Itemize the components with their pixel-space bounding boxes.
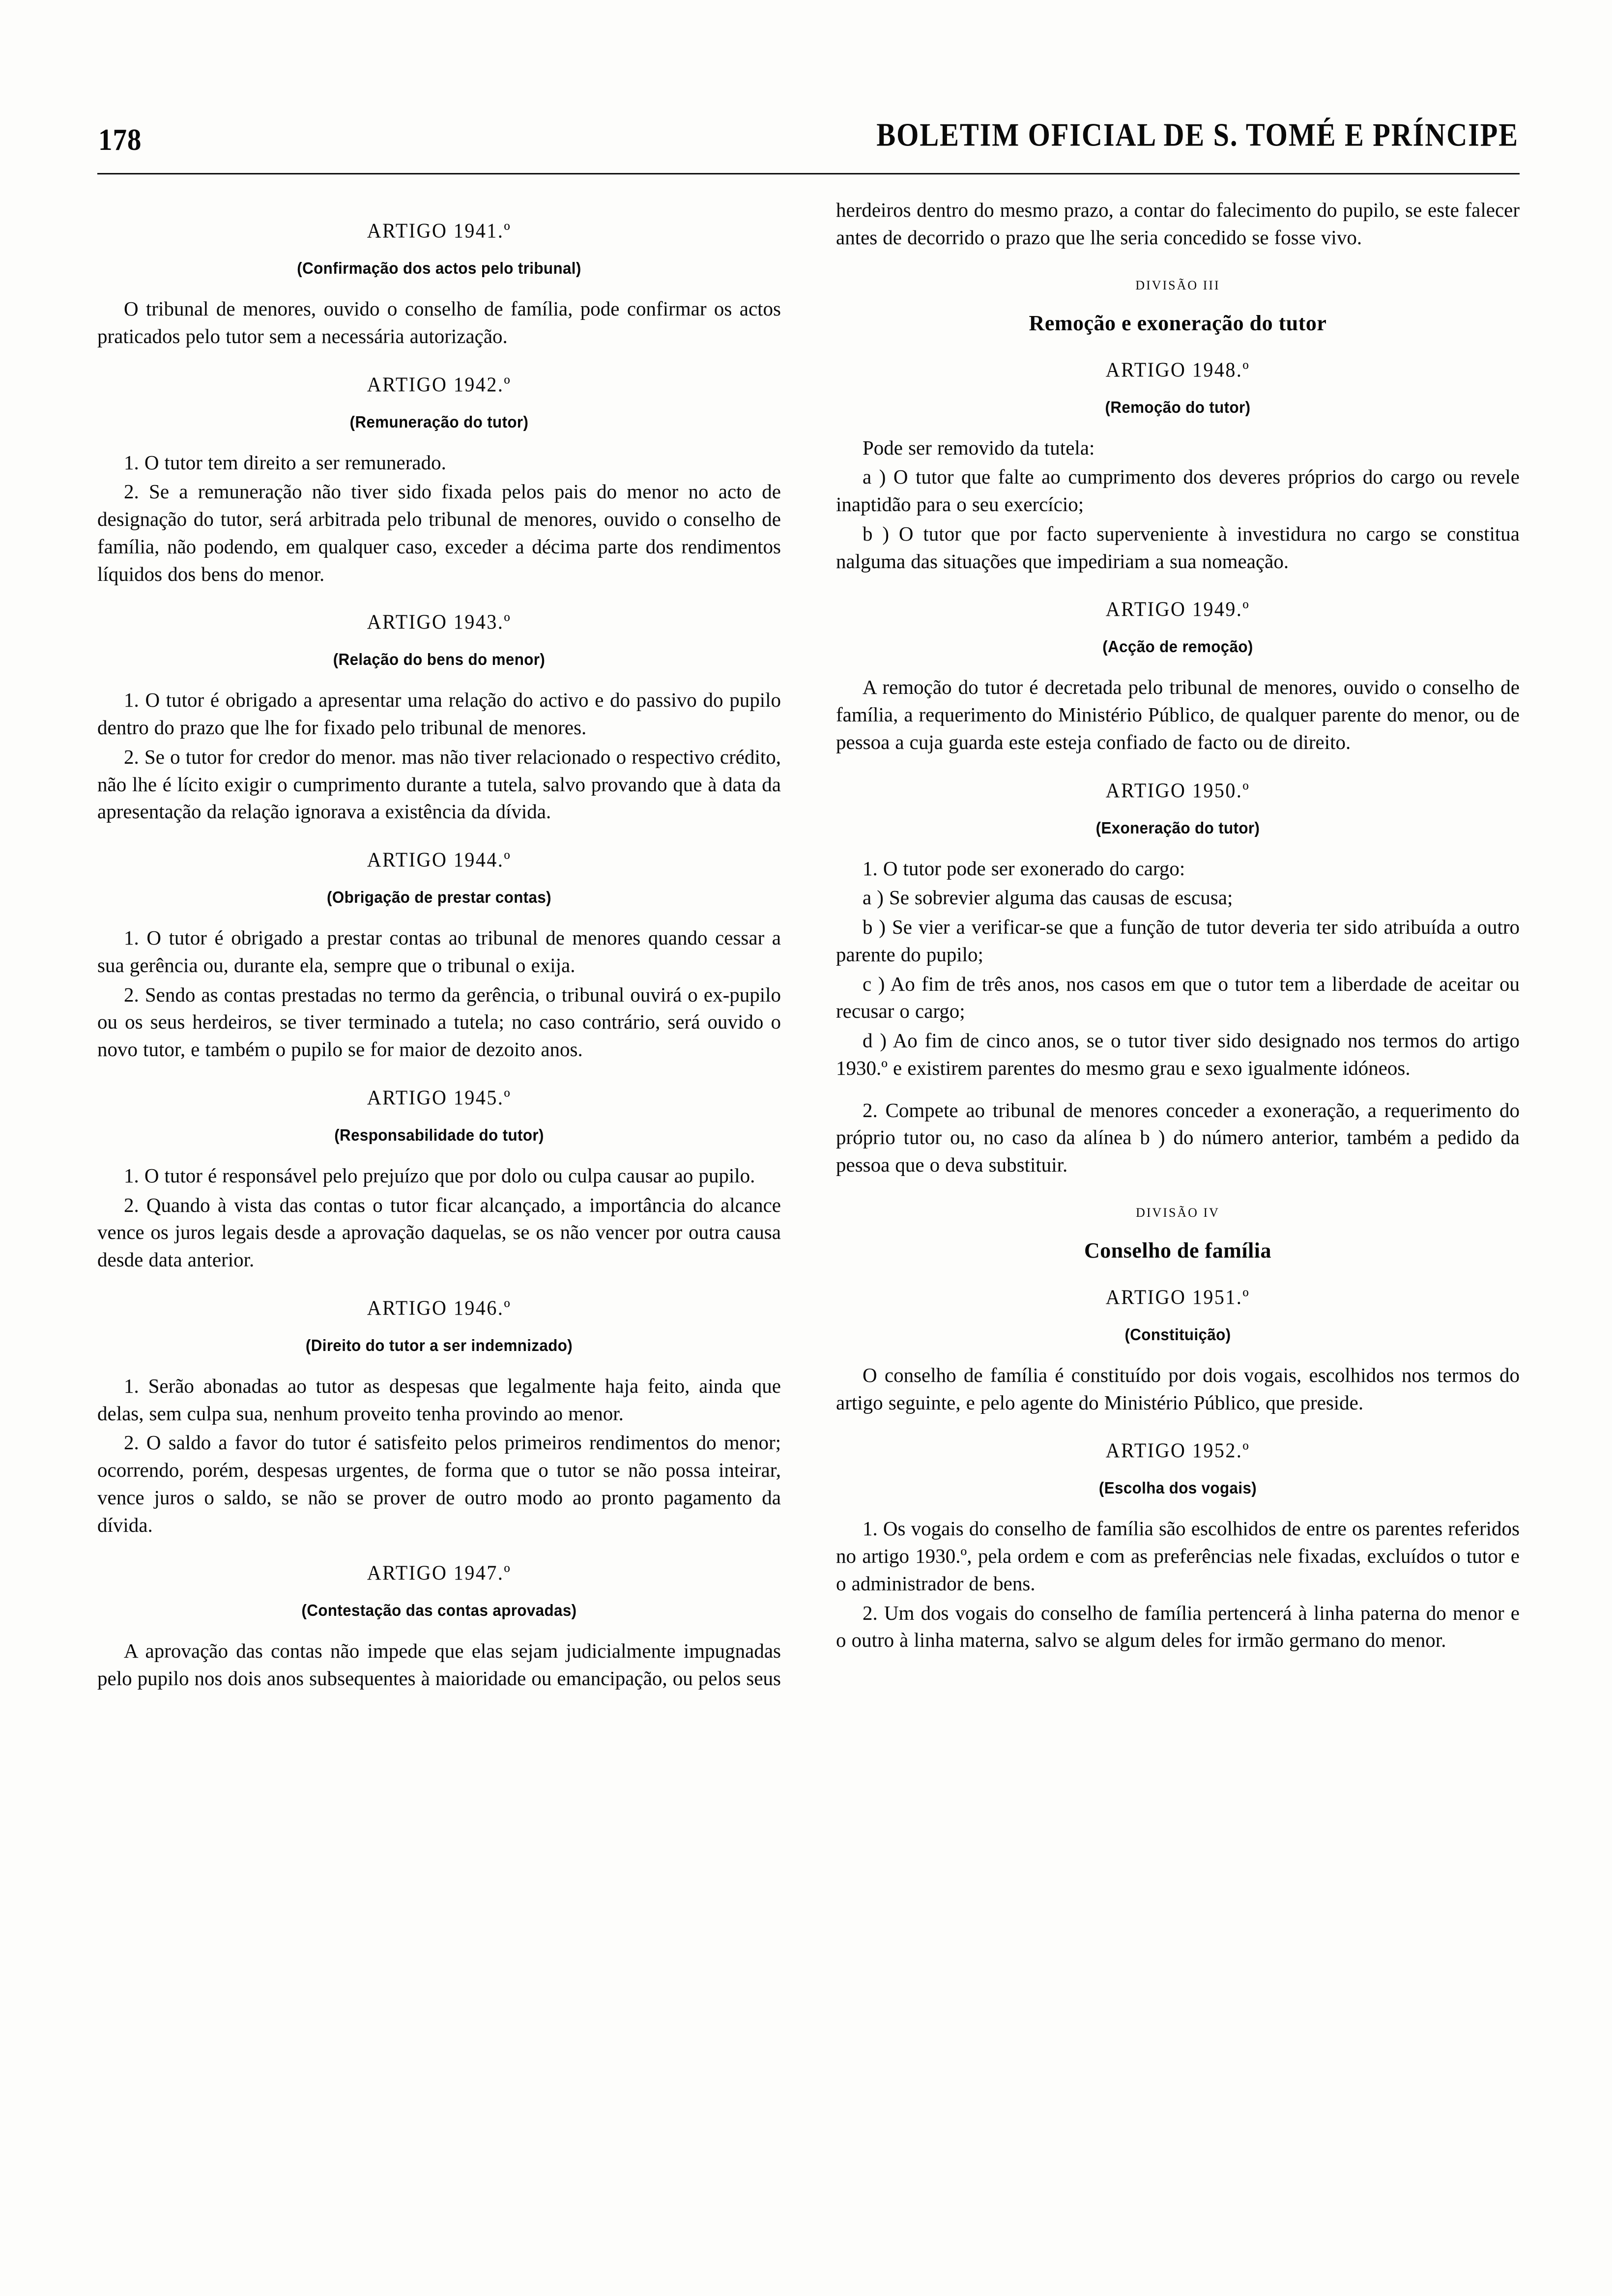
article-1948-item-b: b ) O tutor que por facto superveniente à investidura no cargo se constitua nalguma das situações que impediriam a sua nomeação.: [836, 522, 1520, 573]
article-subtitle-1949: (Acção de remoção): [1102, 637, 1253, 656]
article-subtitle-1946: (Direito do tutor a ser indemnizado): [305, 1336, 573, 1354]
article-1947-paragraph: A aprovação das contas não impede que elas sejam judicialmente impugnadas pelo pupilo nos dois anos subsequentes à maioridade ou emancipação, ou pelos seus: [97, 1639, 781, 1690]
article-subtitle-1941: (Confirmação dos actos pelo tribunal): [297, 259, 581, 277]
article-1946-item-1: 1. Serão abonadas ao tutor as despesas que legalmente haja feito, ainda que delas, sem culpa sua, nenhum proveito tenha provindo ao menor.: [97, 1374, 781, 1425]
article-1950-item-d: d ) Ao fim de cinco anos, se o tutor tiver sido designado nos termos do artigo 1930.º e existirem parentes do mesmo grau e sexo igualmente idóneos.: [836, 1029, 1520, 1079]
article-subtitle-1945: (Responsabilidade do tutor): [334, 1125, 544, 1144]
article-1951-paragraph: O conselho de família é constituído por dois vogais, escolhidos nos termos do artigo seguinte, e pelo agente do Ministério Público, que preside.: [836, 1363, 1520, 1414]
article-subtitle-1952: (Escolha dos vogais): [1098, 1479, 1257, 1497]
article-heading-1943: ARTIGO 1943.º: [367, 610, 512, 634]
article-1948-lead: Pode ser removido da tutela:: [863, 436, 1095, 459]
article-heading-1950: ARTIGO 1950.º: [1105, 778, 1250, 802]
article-1950-item-b: b ) Se vier a verificar-se que a função de tutor deveria ter sido atribuída a outro parente do pupilo;: [836, 916, 1520, 966]
carryover-paragraph: herdeiros dentro do mesmo prazo, a contar do falecimento do pupilo, se este falecer antes de decorrido o prazo que lhe seria concedido se fosse vivo.: [836, 199, 1520, 249]
running-head: [98, 114, 1519, 163]
article-1941-paragraph: O tribunal de menores, ouvido o conselho de família, pode confirmar os actos praticados pelo tutor sem a necessária autorização.: [97, 297, 781, 347]
article-1952-item-2: 2. Um dos vogais do conselho de família pertencerá à linha paterna do menor e o outro à linha materna, salvo se algum deles for irmão germano do menor.: [836, 1601, 1520, 1652]
article-1942-item-1: 1. O tutor tem direito a ser remunerado.: [124, 451, 446, 474]
article-subtitle-1943: (Relação do bens do menor): [333, 650, 546, 669]
article-1942-item-2: 2. Se a remuneração não tiver sido fixada pelos pais do menor no acto de designação do tutor, será arbitrada pelo tribunal de menores, ouvido o conselho de família, não podendo, em qualquer caso, exceder a décima parte dos rendimentos líquidos dos bens do menor.: [97, 480, 781, 585]
article-1950-item-c: c ) Ao fim de três anos, nos casos em que o tutor tem a liberdade de aceitar ou recusar o cargo;: [836, 972, 1520, 1023]
article-1950-item-2: 2. Compete ao tribunal de menores conceder a exoneração, a requerimento do próprio tutor ou, no caso da alínea b ) do número anterior, também a pedido da pessoa que o deva substituir.: [836, 1098, 1520, 1176]
article-heading-1941: ARTIGO 1941.º: [367, 219, 512, 243]
article-subtitle-1942: (Remuneração do tutor): [349, 412, 529, 431]
article-heading-1944: ARTIGO 1944.º: [367, 848, 512, 872]
article-heading-1949: ARTIGO 1949.º: [1105, 598, 1250, 621]
article-heading-1952: ARTIGO 1952.º: [1105, 1439, 1250, 1463]
article-1945-item-2: 2. Quando à vista das contas o tutor ficar alcançado, a importância do alcance vence os juros legais desde a aprovação daquelas, se os não vencer por outra causa desde data anterior.: [97, 1193, 781, 1271]
article-heading-1942: ARTIGO 1942.º: [367, 373, 512, 396]
article-subtitle-1950: (Exoneração do tutor): [1095, 818, 1260, 837]
article-1949-paragraph: A remoção do tutor é decretada pelo tribunal de menores, ouvido o conselho de família, a requerimento do Ministério Público, de qualquer parente do menor, ou de pessoa a cuja guarda este esteja confiado de facto ou de direito.: [836, 676, 1520, 753]
article-subtitle-1944: (Obrigação de prestar contas): [326, 888, 552, 906]
division-label-3: DIVISÃO III: [1135, 278, 1220, 292]
article-1948-item-a: a ) O tutor que falte ao cumprimento dos deveres próprios do cargo ou revele inaptidão para o seu exercício;: [836, 465, 1520, 516]
article-heading-1945: ARTIGO 1945.º: [367, 1086, 512, 1109]
article-subtitle-1947: (Contestação das contas aprovadas): [301, 1601, 577, 1620]
article-1950-item-1: 1. O tutor pode ser exonerado do cargo:: [863, 857, 1185, 880]
article-heading-1947: ARTIGO 1947.º: [367, 1561, 512, 1585]
column-right: [836, 197, 1520, 2276]
division-label-4: DIVISÃO IV: [1136, 1205, 1220, 1220]
page-number: 178: [98, 123, 142, 157]
article-1944-item-2: 2. Sendo as contas prestadas no termo da gerência, o tribunal ouvirá o ex-pupilo ou os seus herdeiros, se tiver terminado a tutela; no caso contrário, será ouvido o novo tutor, e também o pupilo se for maior de dezoito anos.: [97, 983, 781, 1061]
article-heading-1948: ARTIGO 1948.º: [1105, 358, 1250, 381]
article-1946-item-2: 2. O saldo a favor do tutor é satisfeito pelos primeiros rendimentos do menor; ocorrendo, porém, despesas urgentes, de forma que o tutor se não possa inteirar, vence juros o saldo, se não se prover de outro modo ao pronto pagamento da dívida.: [97, 1431, 781, 1536]
article-subtitle-1948: (Remoção do tutor): [1105, 398, 1251, 416]
article-heading-1946: ARTIGO 1946.º: [367, 1296, 512, 1320]
two-column-body: [97, 197, 1520, 2276]
division-title-3: Remoção e exoneração do tutor: [1029, 311, 1327, 335]
article-1943-item-2: 2. Se o tutor for credor do menor. mas não tiver relacionado o respectivo crédito, não lhe é lícito exigir o cumprimento durante a tutela, salvo provando que à data da apresentação da relação ignorava a existência da dívida.: [97, 745, 781, 823]
article-1952-item-1: 1. Os vogais do conselho de família são escolhidos de entre os parentes referidos no artigo 1930.º, pela ordem e com as preferências nele fixadas, excluídos o tutor e o administrador de bens.: [836, 1517, 1520, 1595]
header-rule: [97, 173, 1520, 174]
article-heading-1951: ARTIGO 1951.º: [1105, 1285, 1250, 1309]
division-title-4: Conselho de família: [1084, 1238, 1272, 1263]
article-1945-item-1: 1. O tutor é responsável pelo prejuízo que por dolo ou culpa causar ao pupilo.: [124, 1164, 755, 1187]
article-subtitle-1951: (Constituição): [1124, 1325, 1231, 1344]
article-1944-item-1: 1. O tutor é obrigado a prestar contas ao tribunal de menores quando cessar a sua gerência ou, durante ela, sempre que o tribunal o exija.: [97, 926, 781, 976]
article-1943-item-1: 1. O tutor é obrigado a apresentar uma relação do activo e do passivo do pupilo dentro do prazo que lhe for fixado pelo tribunal de menores.: [97, 689, 781, 739]
article-1950-item-a: a ) Se sobrevier alguma das causas de escusa;: [863, 886, 1233, 909]
column-left: [97, 197, 781, 2276]
publication-title: BOLETIM OFICIAL DE S. TOMÉ E PRÍNCIPE: [876, 116, 1519, 153]
